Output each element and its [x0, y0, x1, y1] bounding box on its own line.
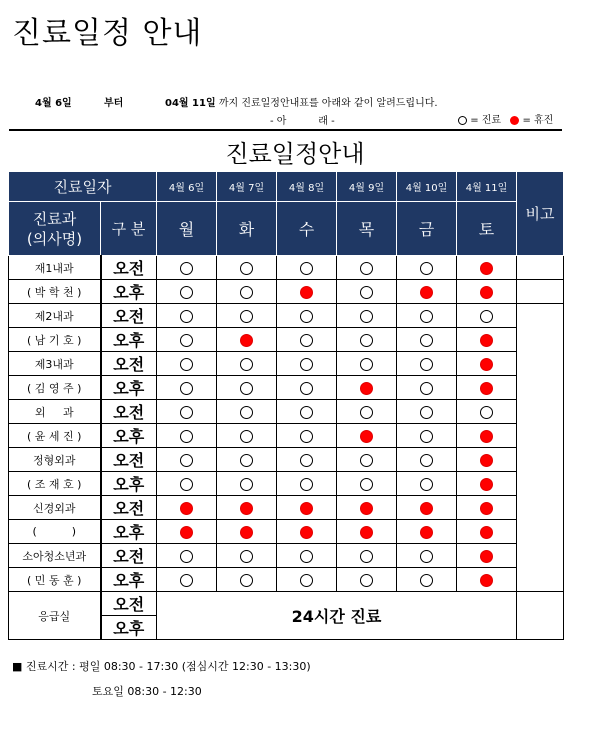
status-cell [277, 520, 337, 544]
doctor-name: ( 남 기 호 ) [9, 328, 101, 352]
open-circle-icon [300, 478, 313, 491]
closed-circle-icon [360, 430, 373, 443]
status-cell [277, 472, 337, 496]
from-word: 부터 [104, 98, 124, 109]
status-cell [217, 400, 277, 424]
open-circle-icon [420, 574, 433, 587]
status-cell [277, 544, 337, 568]
doctor-name: ( 김 영 주 ) [9, 376, 101, 400]
open-circle-icon [240, 358, 253, 371]
date-header-cell: 4월 10일 [397, 172, 457, 202]
session-pm: 오후 [101, 568, 157, 592]
date-header-cell: 4월 6일 [157, 172, 217, 202]
status-cell [217, 472, 277, 496]
status-cell [397, 400, 457, 424]
department-name: 외 과 [9, 400, 101, 424]
day-header-cell: 금 [397, 202, 457, 256]
status-cell [397, 352, 457, 376]
open-circle-icon [360, 574, 373, 587]
table-row [9, 568, 564, 592]
day-header-cell: 월 [157, 202, 217, 256]
closed-circle-icon [480, 334, 493, 347]
closed-circle-icon [360, 502, 373, 515]
status-cell [457, 376, 517, 400]
status-cell [397, 304, 457, 328]
session-pm: 오후 [101, 328, 157, 352]
status-cell [457, 424, 517, 448]
status-cell [457, 472, 517, 496]
closed-circle-icon [240, 334, 253, 347]
open-circle-icon [300, 310, 313, 323]
open-circle-icon [360, 334, 373, 347]
schedule-table [8, 171, 564, 640]
table-row [9, 256, 564, 280]
status-cell [217, 376, 277, 400]
date-header-cell: 4월 7일 [217, 172, 277, 202]
status-cell [217, 352, 277, 376]
status-cell [337, 256, 397, 280]
closed-circle-icon [480, 526, 493, 539]
open-circle-icon [360, 478, 373, 491]
open-circle-icon [360, 358, 373, 371]
status-cell [217, 520, 277, 544]
department-name: 응급실 [9, 592, 101, 640]
department-name: 제2내과 [9, 304, 101, 328]
status-cell [337, 424, 397, 448]
status-cell [157, 568, 217, 592]
open-circle-icon [240, 454, 253, 467]
open-circle-icon [360, 286, 373, 299]
department-name: 제3내과 [9, 352, 101, 376]
status-cell [277, 256, 337, 280]
status-cell [157, 376, 217, 400]
day-header-cell: 화 [217, 202, 277, 256]
date-header-cell: 4월 8일 [277, 172, 337, 202]
open-circle-icon [420, 478, 433, 491]
closed-circle-icon [480, 430, 493, 443]
table-row [9, 304, 564, 328]
open-circle-icon [180, 550, 193, 563]
open-circle-icon [360, 406, 373, 419]
status-cell [397, 568, 457, 592]
closed-circle-icon [480, 574, 493, 587]
open-circle-icon [180, 454, 193, 467]
open-circle-icon [240, 478, 253, 491]
table-row [9, 424, 564, 448]
table-row [9, 400, 564, 424]
status-cell [457, 448, 517, 472]
doctor-name: ( 민 동 훈 ) [9, 568, 101, 592]
open-circle-icon [420, 454, 433, 467]
table-row [9, 328, 564, 352]
status-cell [397, 520, 457, 544]
remarks-cell [517, 592, 564, 640]
status-cell [337, 280, 397, 304]
doctor-name: ( 윤 세 진 ) [9, 424, 101, 448]
status-cell [157, 328, 217, 352]
doctor-name: ( 박 학 천 ) [9, 280, 101, 304]
status-cell [337, 520, 397, 544]
doctor-name: ( ) [9, 520, 101, 544]
department-name: 신경외과 [9, 496, 101, 520]
open-circle-icon [300, 454, 313, 467]
open-circle-icon [300, 550, 313, 563]
status-cell [337, 544, 397, 568]
status-cell [457, 568, 517, 592]
session-am: 오전 [101, 496, 157, 520]
open-circle-icon [240, 262, 253, 275]
open-circle-icon [240, 382, 253, 395]
session-am: 오전 [101, 400, 157, 424]
status-cell [397, 472, 457, 496]
table-row [9, 352, 564, 376]
legend [458, 111, 553, 126]
closed-circle-icon [480, 454, 493, 467]
status-cell [457, 400, 517, 424]
status-cell [217, 424, 277, 448]
closed-circle-icon [420, 526, 433, 539]
status-cell [277, 328, 337, 352]
open-circle-icon [300, 334, 313, 347]
department-name: 정형외과 [9, 448, 101, 472]
day-header-cell: 수 [277, 202, 337, 256]
open-circle-icon [180, 382, 193, 395]
open-circle-icon [180, 286, 193, 299]
table-row [9, 496, 564, 520]
status-cell [157, 304, 217, 328]
hours-saturday: 토요일 08:30 - 12:30 [92, 685, 202, 698]
date-header-cell: 4월 11일 [457, 172, 517, 202]
table-row [9, 544, 564, 568]
remarks-header: 비고 [517, 172, 564, 256]
legend-closed: = 휴진 [522, 115, 554, 126]
session-am: 오전 [101, 448, 157, 472]
status-cell [457, 352, 517, 376]
day-header-cell: 토 [457, 202, 517, 256]
status-cell [277, 424, 337, 448]
session-am: 오전 [101, 256, 157, 280]
intro-sentence [165, 94, 438, 109]
closed-circle-icon [480, 550, 493, 563]
status-cell [457, 328, 517, 352]
open-circle-icon [180, 406, 193, 419]
page-title: 진료일정 안내 [12, 16, 203, 51]
status-cell [217, 448, 277, 472]
below-note: - 아 래 - [270, 116, 335, 127]
open-circle-icon [180, 358, 193, 371]
closed-circle-icon [180, 502, 193, 515]
table-row [9, 472, 564, 496]
open-circle-icon [458, 116, 467, 125]
type-header: 구 분 [101, 202, 157, 256]
session-pm: 오후 [101, 616, 157, 640]
status-cell [217, 496, 277, 520]
open-circle-icon [300, 574, 313, 587]
table-row [9, 376, 564, 400]
status-cell [457, 256, 517, 280]
status-cell [457, 304, 517, 328]
status-cell [457, 544, 517, 568]
status-cell [157, 544, 217, 568]
open-circle-icon [300, 262, 313, 275]
status-cell [277, 304, 337, 328]
emergency-note: 24시간 진료 [157, 592, 517, 640]
status-cell [397, 544, 457, 568]
open-circle-icon [480, 406, 493, 419]
closed-circle-icon [240, 502, 253, 515]
open-circle-icon [420, 310, 433, 323]
session-pm: 오후 [101, 376, 157, 400]
status-cell [277, 400, 337, 424]
department-name: 재1내과 [9, 256, 101, 280]
status-cell [337, 496, 397, 520]
department-name: 소아청소년과 [9, 544, 101, 568]
closed-circle-icon [300, 502, 313, 515]
status-cell [337, 304, 397, 328]
status-cell [217, 256, 277, 280]
status-cell [337, 352, 397, 376]
open-circle-icon [180, 574, 193, 587]
table-row [9, 592, 564, 616]
status-cell [397, 496, 457, 520]
session-pm: 오후 [101, 472, 157, 496]
open-circle-icon [420, 406, 433, 419]
end-date: 04월 11일 [165, 98, 216, 109]
status-cell [397, 328, 457, 352]
status-cell [217, 280, 277, 304]
closed-circle-icon [510, 116, 519, 125]
hours-weekday: ■ 진료시간 : 평일 08:30 - 17:30 (점심시간 12:30 - 13:30) [12, 660, 311, 673]
open-circle-icon [240, 550, 253, 563]
closed-circle-icon [480, 478, 493, 491]
status-cell [277, 448, 337, 472]
session-am: 오전 [101, 544, 157, 568]
open-circle-icon [360, 310, 373, 323]
closed-circle-icon [480, 262, 493, 275]
open-circle-icon [420, 550, 433, 563]
remarks-cell [517, 280, 564, 304]
status-cell [217, 328, 277, 352]
open-circle-icon [240, 406, 253, 419]
status-cell [397, 376, 457, 400]
closed-circle-icon [480, 502, 493, 515]
table-row [9, 448, 564, 472]
status-cell [337, 400, 397, 424]
status-cell [397, 256, 457, 280]
closed-circle-icon [240, 526, 253, 539]
status-cell [337, 568, 397, 592]
status-cell [157, 352, 217, 376]
table-row [9, 280, 564, 304]
open-circle-icon [240, 286, 253, 299]
status-cell [277, 280, 337, 304]
closed-circle-icon [360, 382, 373, 395]
closed-circle-icon [180, 526, 193, 539]
open-circle-icon [300, 358, 313, 371]
legend-open: = 진료 [470, 115, 502, 126]
start-date: 4월 6일 [35, 98, 72, 109]
open-circle-icon [180, 310, 193, 323]
divider [9, 129, 562, 131]
closed-circle-icon [480, 286, 493, 299]
status-cell [277, 568, 337, 592]
status-cell [157, 256, 217, 280]
session-am: 오전 [101, 304, 157, 328]
status-cell [217, 544, 277, 568]
date-header: 진료일자 [9, 172, 157, 202]
status-cell [157, 472, 217, 496]
open-circle-icon [420, 358, 433, 371]
status-cell [157, 400, 217, 424]
table-title: 진료일정안내 [225, 140, 365, 168]
open-circle-icon [180, 478, 193, 491]
status-cell [457, 520, 517, 544]
open-circle-icon [360, 550, 373, 563]
doctor-name: ( 조 재 호 ) [9, 472, 101, 496]
closed-circle-icon [420, 502, 433, 515]
status-cell [397, 280, 457, 304]
table-row [9, 520, 564, 544]
closed-circle-icon [480, 382, 493, 395]
status-cell [277, 352, 337, 376]
closed-circle-icon [300, 286, 313, 299]
status-cell [337, 376, 397, 400]
open-circle-icon [420, 430, 433, 443]
session-am: 오전 [101, 352, 157, 376]
session-pm: 오후 [101, 424, 157, 448]
remarks-cell [517, 256, 564, 280]
open-circle-icon [300, 430, 313, 443]
open-circle-icon [240, 574, 253, 587]
status-cell [157, 280, 217, 304]
closed-circle-icon [480, 358, 493, 371]
status-cell [157, 520, 217, 544]
status-cell [217, 568, 277, 592]
status-cell [157, 424, 217, 448]
closed-circle-icon [420, 286, 433, 299]
status-cell [277, 496, 337, 520]
open-circle-icon [420, 382, 433, 395]
open-circle-icon [240, 430, 253, 443]
status-cell [337, 472, 397, 496]
closed-circle-icon [360, 526, 373, 539]
session-pm: 오후 [101, 520, 157, 544]
date-header-cell: 4월 9일 [337, 172, 397, 202]
open-circle-icon [360, 454, 373, 467]
intro-text: 까지 진료일정안내표를 아래와 같이 알려드립니다. [218, 98, 438, 109]
open-circle-icon [180, 430, 193, 443]
open-circle-icon [300, 382, 313, 395]
status-cell [157, 496, 217, 520]
open-circle-icon [420, 262, 433, 275]
status-cell [397, 424, 457, 448]
open-circle-icon [300, 406, 313, 419]
open-circle-icon [240, 310, 253, 323]
status-cell [457, 496, 517, 520]
dept-header: 진료과 (의사명) [9, 202, 101, 256]
status-cell [217, 304, 277, 328]
status-cell [337, 448, 397, 472]
session-am: 오전 [101, 592, 157, 616]
open-circle-icon [480, 310, 493, 323]
day-header-cell: 목 [337, 202, 397, 256]
status-cell [157, 448, 217, 472]
status-cell [457, 280, 517, 304]
open-circle-icon [180, 262, 193, 275]
status-cell [397, 448, 457, 472]
status-cell [337, 328, 397, 352]
session-pm: 오후 [101, 280, 157, 304]
closed-circle-icon [300, 526, 313, 539]
open-circle-icon [180, 334, 193, 347]
open-circle-icon [360, 262, 373, 275]
open-circle-icon [420, 334, 433, 347]
status-cell [277, 376, 337, 400]
